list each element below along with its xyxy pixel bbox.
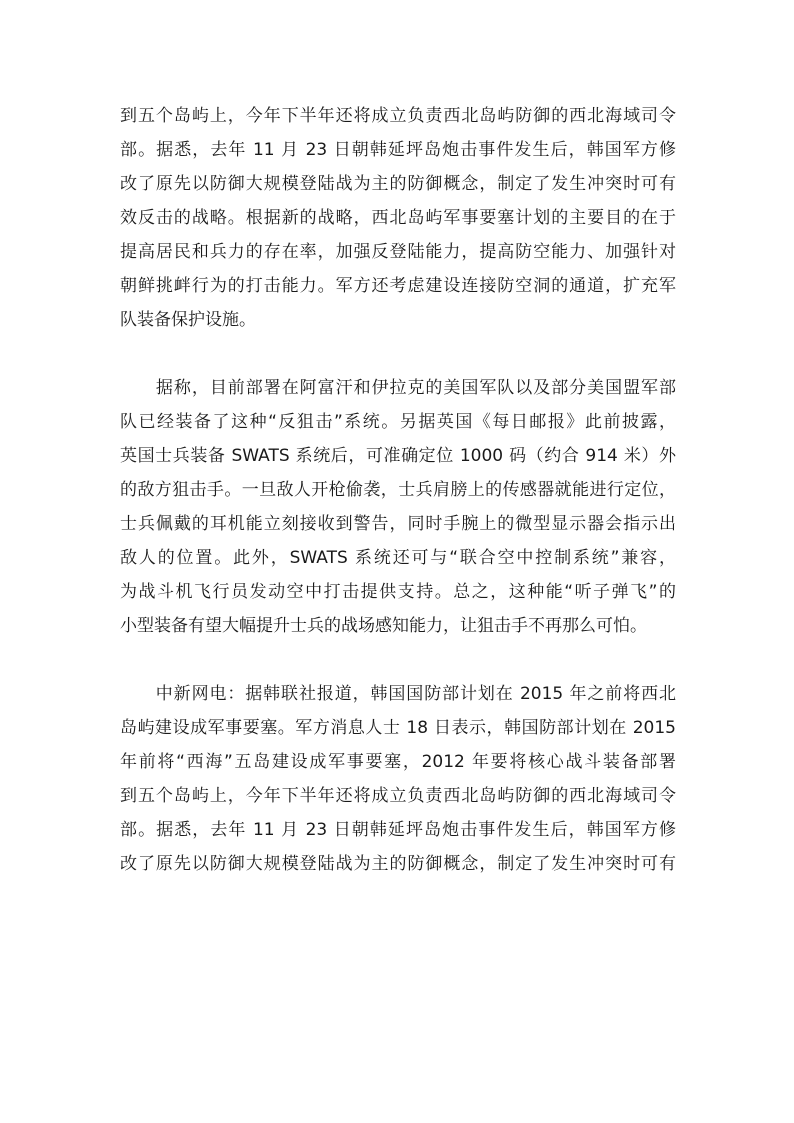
text-line: 到五个岛屿上，今年下半年还将成立负责西北岛屿防御的西北海域司令 bbox=[120, 786, 676, 806]
paragraph bbox=[120, 371, 676, 643]
text-line: 为战斗机飞行员发动空中打击提供支持。总之，这种能“听子弹飞”的 bbox=[120, 582, 676, 602]
paragraph bbox=[120, 677, 676, 881]
text-line: 改了原先以防御大规模登陆战为主的防御概念，制定了发生冲突时可有 bbox=[120, 174, 676, 194]
text-line: 朝鲜挑衅行为的打击能力。军方还考虑建设连接防空洞的通道，扩充军 bbox=[120, 276, 676, 296]
paragraph-gap bbox=[120, 337, 676, 371]
text-line: 提高居民和兵力的存在率，加强反登陆能力，提高防空能力、加强针对 bbox=[120, 242, 676, 262]
text-line: 敌人的位置。此外，SWATS 系统还可与“联合空中控制系统”兼容， bbox=[120, 548, 676, 568]
text-line: 小型装备有望大幅提升士兵的战场感知能力，让狙击手不再那么可怕。 bbox=[120, 616, 647, 636]
text-line: 英国士兵装备 SWATS 系统后，可准确定位 1000 码（约合 914 米）外 bbox=[120, 446, 676, 466]
text-line: 效反击的战略。根据新的战略，西北岛屿军事要塞计划的主要目的在于 bbox=[120, 208, 676, 228]
text-line: 部。据悉，去年 11 月 23 日朝韩延坪岛炮击事件发生后，韩国军方修 bbox=[120, 820, 676, 840]
text-line: 中新网电：据韩联社报道，韩国国防部计划在 2015 年之前将西北 bbox=[120, 684, 676, 704]
text-line: 的敌方狙击手。一旦敌人开枪偷袭，士兵肩膀上的传感器就能进行定位， bbox=[120, 480, 676, 500]
text-line: 士兵佩戴的耳机能立刻接收到警告，同时手腕上的微型显示器会指示出 bbox=[120, 514, 676, 534]
paragraph-gap bbox=[120, 643, 676, 677]
text-line: 队装备保护设施。 bbox=[120, 310, 256, 330]
text-line: 年前将“西海”五岛建设成军事要塞，2012 年要将核心战斗装备部署 bbox=[120, 752, 676, 772]
text-line: 队已经装备了这种“反狙击”系统。另据英国《每日邮报》此前披露， bbox=[120, 412, 676, 432]
text-line: 部。据悉，去年 11 月 23 日朝韩延坪岛炮击事件发生后，韩国军方修 bbox=[120, 140, 676, 160]
paragraph bbox=[120, 99, 676, 337]
text-line: 岛屿建设成军事要塞。军方消息人士 18 日表示，韩国防部计划在 2015 bbox=[120, 718, 676, 738]
text-line: 到五个岛屿上，今年下半年还将成立负责西北岛屿防御的西北海域司令 bbox=[120, 106, 676, 126]
text-line: 据称，目前部署在阿富汗和伊拉克的美国军队以及部分美国盟军部 bbox=[120, 378, 676, 398]
document-body bbox=[120, 99, 676, 881]
text-line: 改了原先以防御大规模登陆战为主的防御概念，制定了发生冲突时可有 bbox=[120, 854, 676, 874]
